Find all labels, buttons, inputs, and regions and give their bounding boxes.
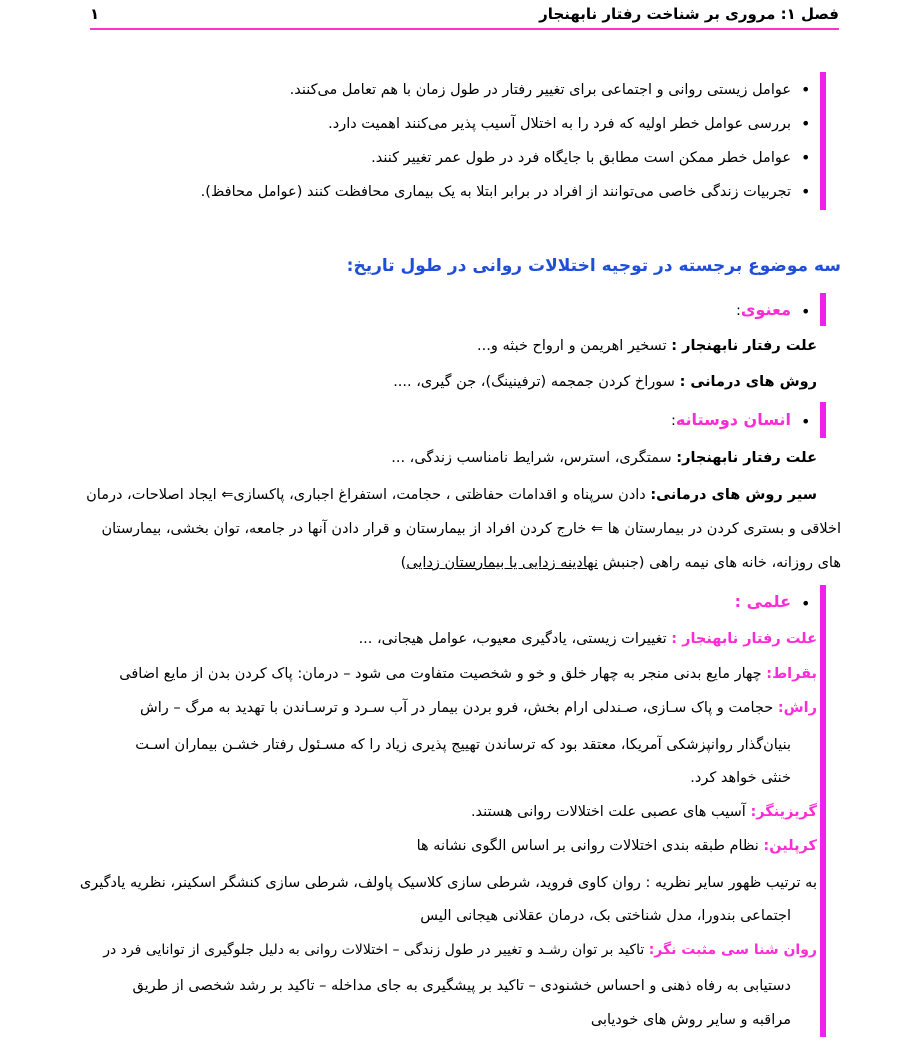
subsection-title (735, 592, 791, 613)
side-bar (820, 585, 826, 1037)
text-line: اجتماعی بندورا، مدل شناختی بک، درمان عقلانی هیجانی الیس (420, 908, 791, 924)
subsection-title: انسان دوستانه: (670, 410, 791, 429)
text-line: دستیابی به رفاه ذهنی و احساس خشنودی – تاکید بر پیشگیری به جای مداخله – تاکید بر رشد شخصی از طریق (132, 978, 791, 994)
side-bar (820, 402, 826, 438)
text-line: مراقبه و سایر روش های خودیابی (590, 1012, 791, 1028)
side-bar (820, 293, 826, 326)
text-line: به ترتیب ظهور سایر نظریه : روان کاوی فروید، شرطی سازی کلاسیک پاولف، شرطی سازی کنشگر اسکینر، نظریه یادگیری (79, 875, 817, 891)
text-line: روان شنا سی مثبت نگر: تاکید بر توان رشـد و تغییر در طول زندگی – اختلالات روانی به دلیل جلوگیری از توانایی فرد در (103, 942, 817, 958)
text-line: راش: حجامت و پاک سـازی، صـندلی ارام بخش، فرو بردن بیمار در آب سـرد و ترسـاندن با تهدید به مرگ – راش (140, 700, 817, 716)
page-header (90, 5, 839, 27)
bullet-icon: • (801, 302, 811, 321)
text-line: گریزینگر: آسیب های عصبی علت اختلالات روانی هستند. (470, 804, 817, 820)
text-line: بنیان‌گذار روانپزشکی آمریکا، معتقد بود که ترساندن تهییج پذیری زیاد را که مسـئول رفتار خشـن بیماران اسـت (135, 737, 791, 753)
bullet-icon: • (801, 182, 811, 201)
text-line: سیر روش های درمانی: دادن سرپناه و اقدامات حفاظتی ، حجامت، استفراغ اجباری، پاکسازی⇐ ایجاد اصلاحات، درمان (86, 487, 817, 503)
text-line: بقراط: چهار مایع بدنی منجر به چهار خلق و خو و شخصیت متفاوت می شود – درمان: پاک کردن بدن از مایع اضافی (119, 666, 817, 682)
section-heading: سه موضوع برجسته در توجیه اختلالات روانی در طول تاریخ: (346, 256, 841, 276)
text-line: خنثی خواهد کرد. (690, 770, 791, 786)
list-item: عوامل زیستی روانی و اجتماعی برای تغییر رفتار در طول زمان با هم تعامل می‌کنند. (289, 82, 791, 98)
text-line: علت رفتار نابهنجار : تغییرات زیستی، یادگیری معیوب، عوامل هیجانی، ... (358, 631, 817, 647)
scientific-title: علمی : (734, 592, 791, 611)
bullet-icon: • (801, 412, 811, 431)
bullet-icon: • (801, 148, 811, 167)
list-item: عوامل خطر ممکن است مطابق با جایگاه فرد در طول عمر تغییر کنند. (371, 150, 791, 166)
side-bar (820, 72, 826, 210)
header-rule (90, 28, 839, 30)
text-line: اخلاقی و بستری کردن در بیمارستان ها ⇐ خارج کردن افراد از بیمارستان و قرار دادن آنها در جامعه، توان بخشی، بیمارستان (101, 521, 841, 537)
spiritual-title: معنوی (740, 300, 791, 319)
bullet-icon: • (801, 80, 811, 99)
text-line: علت رفتار نابهنجار: سمتگری، استرس، شرایط نامناسب زندگی، ... (391, 450, 817, 466)
bullet-icon: • (801, 114, 811, 133)
page-number: ۱ (90, 5, 100, 23)
chapter-title: فصل ۱: مروری بر شناخت رفتار نابهنجار (539, 5, 839, 23)
list-item: بررسی عوامل خطر اولیه که فرد را به اختلال آسیب پذیر می‌کنند اهمیت دارد. (328, 116, 791, 132)
text-line: های روزانه، خانه های نیمه راهی (جنبش نهادینه زدایی یا بیمارستان زدایی) (400, 555, 841, 571)
humanitarian-title: انسان دوستانه (675, 410, 791, 429)
bullet-icon: • (801, 594, 811, 613)
subsection-title: معنوی: (735, 300, 791, 319)
text-line: کرپلین: نظام طبقه بندی اختلالات روانی بر اساس الگوی نشانه ها (416, 838, 817, 854)
list-item: تجربیات زندگی خاصی می‌توانند از افراد در برابر ابتلا به یک بیماری محافظت کنند (عوامل محافظ). (200, 184, 791, 200)
text-line: علت رفتار نابهنجار : تسخیر اهریمن و ارواح خبثه و... (477, 338, 817, 354)
text-line: روش های درمانی : سوراخ کردن جمجمه (ترفینینگ)، جن گیری، .... (393, 374, 817, 390)
